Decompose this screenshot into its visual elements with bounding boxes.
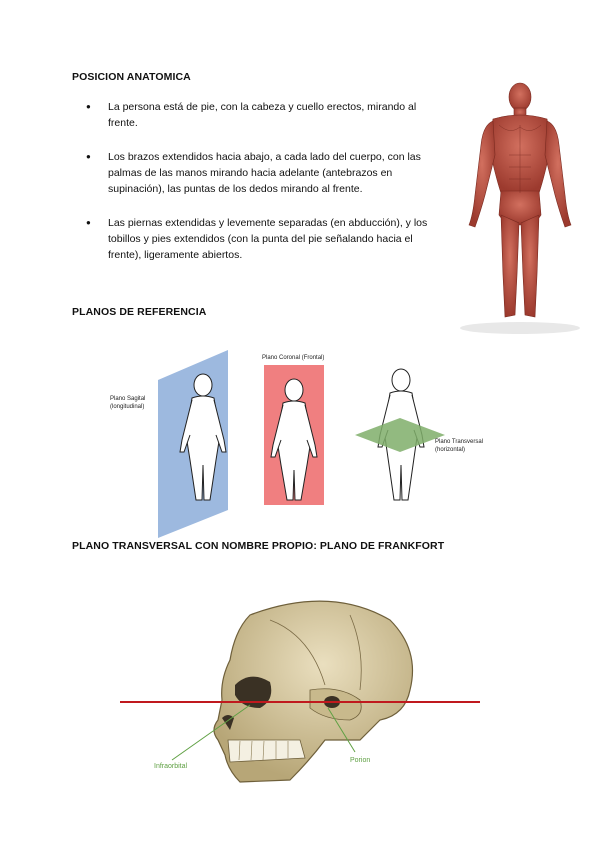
label-coronal: Plano Coronal (Frontal) xyxy=(262,355,325,361)
bullet-item: ● La persona está de pie, con la cabeza y cuello erectos, mirando al frente. xyxy=(82,99,442,131)
reference-planes-diagram xyxy=(100,340,520,540)
bullet-item: ● Las piernas extendidas y levemente separadas (en abducción), y los tobillos y pies extendidos (con la punta del pie señalando hacia el frente), ligeramente abiertos. xyxy=(82,215,442,263)
skull-frankfort-image xyxy=(110,590,490,790)
skull-illustration xyxy=(214,601,413,782)
muscular-body-image xyxy=(455,75,585,335)
bullet-item: ● Los brazos extendidos hacia abajo, a cada lado del cuerpo, con las palmas de las manos mirando hacia adelante (antebrazos en supinación), las puntas de los dedos mirando al frente. xyxy=(82,149,442,197)
label-porion: Porion xyxy=(350,757,371,764)
label-transversal-1: Plano Transversal xyxy=(435,439,484,445)
section-heading-planos: PLANOS DE REFERENCIA xyxy=(72,306,207,318)
posicion-bullet-list xyxy=(82,99,442,281)
label-infraorbital: Infraorbital xyxy=(154,763,188,770)
transversal-plane xyxy=(355,418,445,452)
section-heading-frankfort: PLANO TRANSVERSAL CON NOMBRE PROPIO: PLANO DE FRANKFORT xyxy=(72,540,445,552)
section-heading-posicion: POSICION ANATOMICA xyxy=(72,71,191,83)
label-sagital-2: (longitudinal) xyxy=(110,404,145,410)
label-transversal-2: (horizontal) xyxy=(435,447,466,453)
label-sagital-1: Plano Sagital xyxy=(110,396,146,402)
